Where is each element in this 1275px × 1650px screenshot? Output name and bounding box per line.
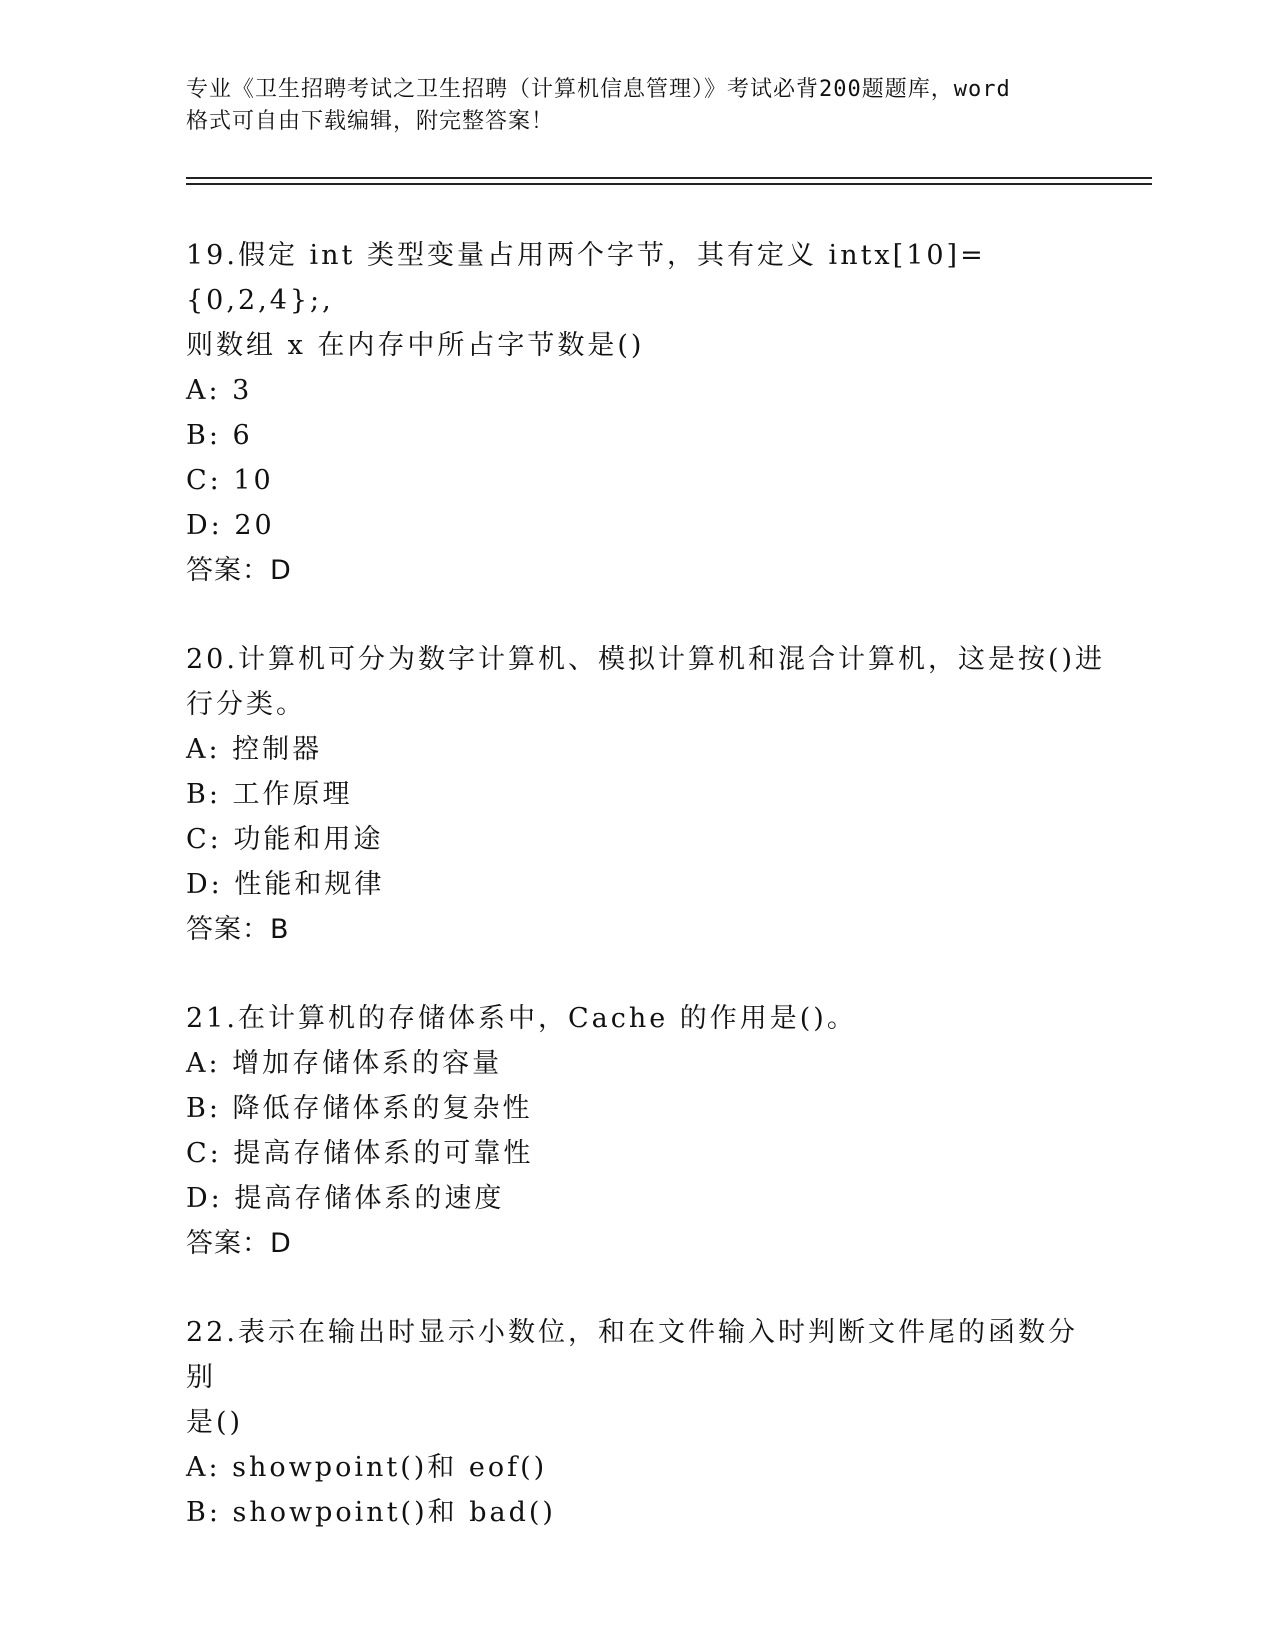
option-d: D: 提高存储体系的速度 [186, 1183, 505, 1214]
question-21 [186, 996, 1106, 1266]
option-b: B: 降低存储体系的复杂性 [186, 1093, 533, 1124]
question-text-cont: 行分类。 [186, 689, 306, 720]
document-header [186, 74, 1086, 138]
option-a: A: 控制器 [186, 734, 323, 765]
question-text-cont: 是() [186, 1407, 244, 1438]
question-text-cont: 则数组 x 在内存中所占字节数是() [186, 330, 645, 361]
answer: 答案：D [186, 555, 292, 586]
question-19 [186, 233, 1106, 593]
option-d: D: 20 [186, 510, 275, 541]
question-list [186, 233, 1106, 1579]
option-a: A: showpoint()和 eof() [186, 1452, 548, 1483]
option-b: B: 工作原理 [186, 779, 353, 810]
option-c: C: 功能和用途 [186, 824, 384, 855]
header-divider-top [186, 177, 1152, 179]
option-c: C: 提高存储体系的可靠性 [186, 1138, 534, 1169]
answer: 答案：B [186, 914, 290, 945]
question-20 [186, 637, 1106, 952]
header-line-1: 专业《卫生招聘考试之卫生招聘（计算机信息管理）》考试必背200题题库，word [186, 77, 1011, 102]
option-a: A: 3 [186, 375, 253, 406]
option-d: D: 性能和规律 [186, 869, 385, 900]
question-text: 22.表示在输出时显示小数位，和在文件输入时判断文件尾的函数分别 [186, 1317, 1078, 1393]
question-text: 20.计算机可分为数字计算机、模拟计算机和混合计算机，这是按()进 [186, 644, 1106, 675]
option-b: B: showpoint()和 bad() [186, 1497, 556, 1528]
option-b: B: 6 [186, 420, 253, 451]
option-a: A: 增加存储体系的容量 [186, 1048, 503, 1079]
question-text: 21.在计算机的存储体系中，Cache 的作用是()。 [186, 1003, 857, 1034]
header-divider-bottom [186, 183, 1152, 185]
question-22 [186, 1310, 1106, 1535]
question-text: 19.假定 int 类型变量占用两个字节，其有定义 intx[10]={0,2,4};, [186, 240, 986, 316]
option-c: C: 10 [186, 465, 274, 496]
answer: 答案：D [186, 1228, 292, 1259]
header-line-2: 格式可自由下载编辑，附完整答案！ [186, 109, 555, 134]
